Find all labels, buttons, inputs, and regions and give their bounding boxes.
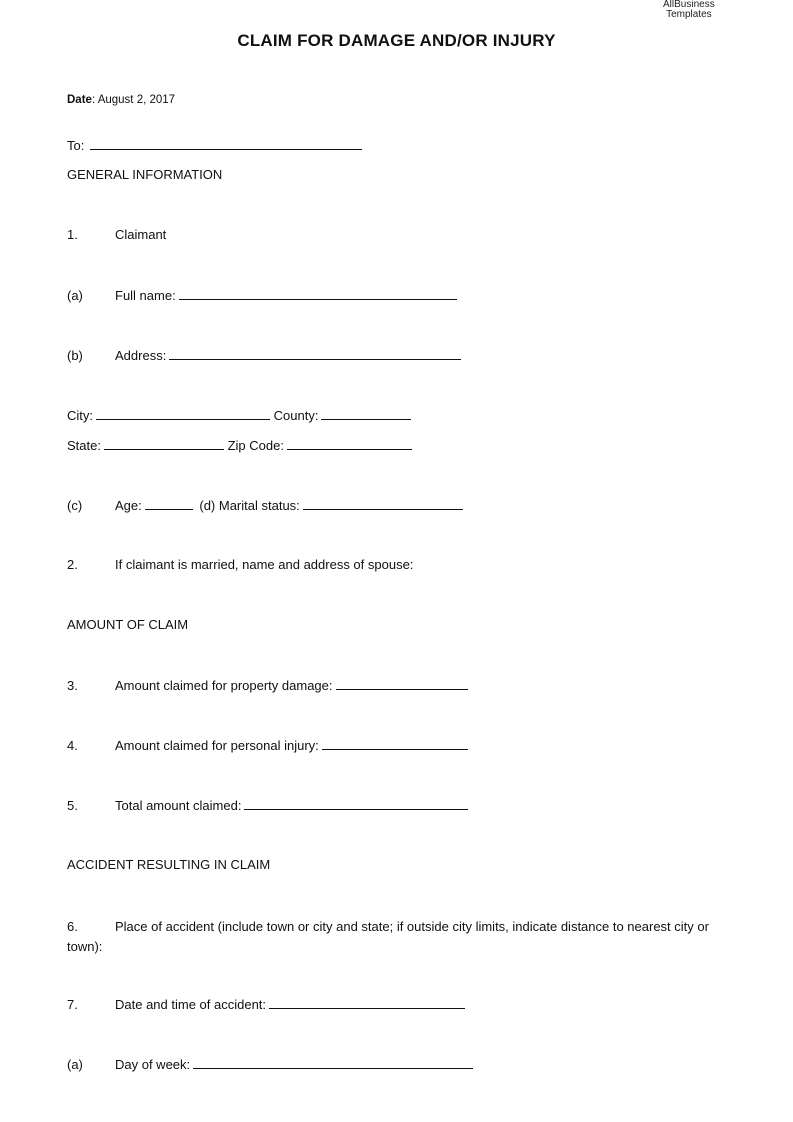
item-number: 3. (67, 678, 78, 693)
item-number: 6. (67, 919, 78, 934)
allbusiness-templates-logo (663, 0, 715, 20)
item-number: (b) (67, 348, 83, 363)
address-field[interactable] (169, 347, 461, 360)
item-label: Place of accident (include town or city and state; if outside city limits, indicate distance to nearest city or town): (67, 919, 709, 954)
item-place-of-accident (67, 917, 727, 957)
state-zip-line (67, 437, 412, 454)
total-claimed-field[interactable] (244, 797, 468, 810)
date-time-field[interactable] (269, 996, 465, 1009)
item-full-name (67, 287, 457, 304)
item-number: (c) (67, 498, 83, 513)
to-label: To: (67, 138, 85, 153)
item-label: Total amount claimed: (115, 798, 242, 813)
item-number: 2. (67, 557, 78, 572)
item-spouse (67, 557, 413, 573)
item-number: (a) (67, 288, 83, 303)
document-title: CLAIM FOR DAMAGE AND/OR INJURY (237, 31, 556, 50)
city-field[interactable] (96, 407, 270, 420)
city-county-line (67, 407, 411, 424)
day-of-week-field[interactable] (193, 1056, 473, 1069)
item-total-claimed (67, 797, 468, 814)
item-label: Amount claimed for personal injury: (115, 738, 319, 753)
item-date-time-accident (67, 996, 465, 1013)
item-label: If claimant is married, name and address of spouse: (115, 557, 414, 572)
item-number: (a) (67, 1057, 83, 1072)
age-label: Age: (115, 498, 142, 513)
logo-line-1: AllBusiness (663, 0, 715, 10)
item-age-marital (67, 497, 463, 514)
item-number: 4. (67, 738, 78, 753)
marital-status-label: (d) Marital status: (199, 498, 300, 513)
zip-label: Zip Code: (227, 438, 284, 453)
item-personal-injury (67, 737, 468, 754)
item-number: 5. (67, 798, 78, 813)
personal-injury-field[interactable] (322, 737, 468, 750)
to-field[interactable] (90, 137, 362, 150)
item-number: 1. (67, 227, 78, 242)
county-field[interactable] (321, 407, 411, 420)
item-claimant (67, 227, 166, 243)
item-property-damage (67, 677, 468, 694)
county-label: County: (273, 408, 319, 423)
city-label: City: (67, 408, 93, 423)
zip-field[interactable] (287, 437, 412, 450)
state-label: State: (67, 438, 101, 453)
item-label: Address: (115, 348, 167, 363)
logo-line-2: Templates (666, 9, 712, 20)
section-accident-resulting-in-claim: ACCIDENT RESULTING IN CLAIM (67, 857, 271, 872)
date-value: : August 2, 2017 (91, 94, 176, 106)
item-label: Day of week: (115, 1057, 191, 1072)
item-number: 7. (67, 997, 78, 1012)
age-field[interactable] (145, 497, 193, 510)
date-label: Date (67, 94, 92, 106)
item-day-of-week (67, 1056, 473, 1073)
to-line (67, 137, 362, 154)
marital-status-field[interactable] (303, 497, 463, 510)
item-address (67, 347, 461, 364)
item-label: Date and time of accident: (115, 997, 267, 1012)
property-damage-field[interactable] (336, 677, 468, 690)
section-amount-of-claim: AMOUNT OF CLAIM (67, 617, 189, 632)
item-label: Amount claimed for property damage: (115, 678, 333, 693)
state-field[interactable] (104, 437, 224, 450)
full-name-field[interactable] (179, 287, 457, 300)
section-general-information: GENERAL INFORMATION (67, 167, 223, 182)
item-label: Full name: (115, 288, 176, 303)
item-label: Claimant (115, 227, 167, 242)
date-line (67, 92, 175, 108)
